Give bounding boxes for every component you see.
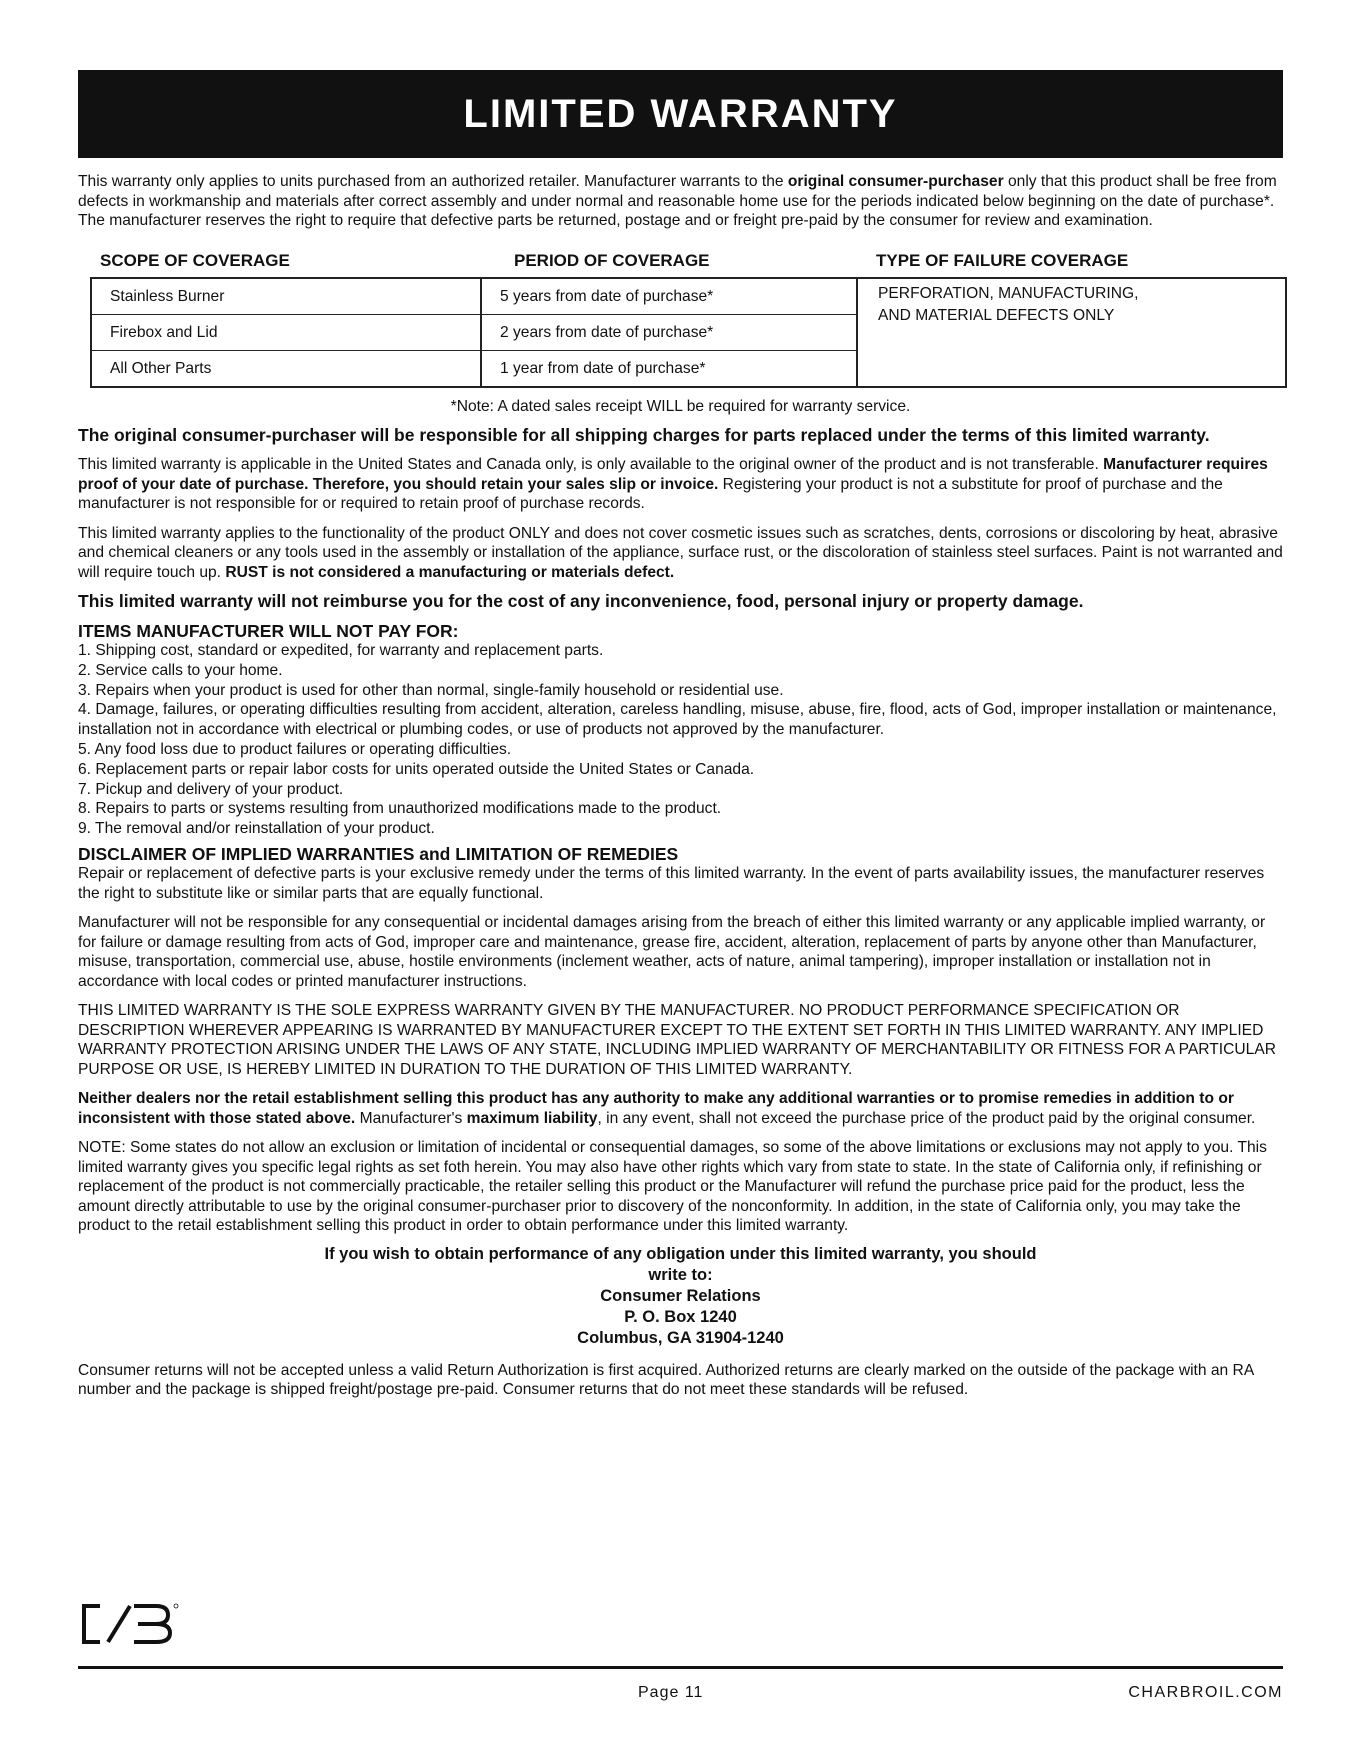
intro-paragraph (78, 172, 1283, 231)
scope-cell: Stainless Burner (92, 279, 480, 315)
logo-text: CB (78, 1600, 80, 1601)
scope-header: SCOPE OF COVERAGE (100, 250, 290, 270)
dealers-bold: Neither dealers nor the retail establishment selling this product has any authority to make any additional warranties or to promise remedies in addition to or inconsistent with those stated above. (78, 1090, 1234, 1127)
shipping-statement: The original consumer-purchaser will be responsible for all shipping charges for parts replaced under the terms of this limited warranty. (78, 424, 1210, 445)
period-cell: 2 years from date of purchase* (482, 315, 856, 351)
receipt-note: *Note: A dated sales receipt WILL be required for warranty service. (450, 397, 911, 415)
disclaimer-paragraph: Repair or replacement of defective parts is your exclusive remedy under the terms of this limited warranty. In the event of parts availability issues, the manufacturer reserves the right to substitute like or similar parts that are equally functional. (78, 865, 1265, 902)
contact-line: Consumer Relations (600, 1286, 761, 1305)
coverage-table (90, 277, 1287, 388)
functionality-paragraph (78, 524, 1283, 583)
dealers-bold-2: maximum liability (466, 1109, 598, 1127)
warranty-page (78, 70, 1283, 1400)
failure-line: PERFORATION, MANUFACTURING, (878, 284, 1139, 302)
contact-line: Columbus, GA 31904-1240 (577, 1328, 784, 1347)
list-item: 6. Replacement parts or repair labor costs for units operated outside the United States or Canada. (78, 760, 755, 778)
period-cell: 5 years from date of purchase* (482, 279, 856, 315)
disclaimer-paragraph: THIS LIMITED WARRANTY IS THE SOLE EXPRESS WARRANTY GIVEN BY THE MANUFACTURER. NO PRODUCT PERFORMANCE SPECIFICATION OR DESCRIPTION WHEREVER APPEARING IS WARRANTED BY MANUFACTURER EXCEPT TO THE EXTENT SET FORTH IN THIS LIMITED WARRANTY. ANY IMPLIED WARRANTY PROTECTION ARISING UNDER THE LAWS OF ANY STATE, INCLUDING IMPLIED WARRANTY OF MERCHANTABILITY OR FITNESS FOR A PARTICULAR PURPOSE OR USE, IS HEREBY LIMITED IN DURATION TO THE DURATION OF THIS LIMITED WARRANTY. (78, 1002, 1276, 1078)
returns-paragraph: Consumer returns will not be accepted unless a valid Return Authorization is first acquired. Authorized returns are clearly marked on the outside of the package with an RA number and the package is shipped freight/postage pre-paid. Consumer returns that do not meet these standards will be refused. (78, 1361, 1254, 1399)
intro-text: This warranty only applies to units purchased from an authorized retailer. Manufacturer warrants to the (78, 173, 788, 190)
failure-header: TYPE OF FAILURE COVERAGE (876, 250, 1129, 270)
list-item: 9. The removal and/or reinstallation of your product. (78, 820, 435, 838)
contact-line: If you wish to obtain performance of any obligation under this limited warranty, you should (324, 1244, 1037, 1263)
list-item: 5. Any food loss due to product failures or operating difficulties. (78, 740, 512, 758)
contact-block (78, 1244, 1283, 1349)
dealers-paragraph (78, 1089, 1283, 1128)
applicability-text: This limited warranty is applicable in the United States and Canada only, is only available to the original owner of the product and is not transferable. (78, 456, 1104, 473)
applicability-paragraph (78, 455, 1283, 514)
charbroil-logo (78, 1600, 198, 1650)
page-footer (78, 1600, 1283, 1701)
intro-text-2: only that this product shall be free from defects in workmanship and materials after correct assembly and under normal and reasonable home use for the periods indicated below beginning on the date of purchase*. The manufacturer reserves the right to require that defective parts be returned, postage and or freight pre-paid by the consumer for review and examination. (78, 173, 1277, 229)
intro-bold: original consumer-purchaser (787, 173, 1004, 190)
website-link: CHARBROIL.COM (1128, 1684, 1283, 1701)
items-heading: ITEMS MANUFACTURER WILL NOT PAY FOR: (78, 620, 459, 641)
list-item: 3. Repairs when your product is used for other than normal, single-family household or residential use. (78, 681, 784, 699)
coverage-headers (78, 251, 1283, 271)
disclaimer-heading: DISCLAIMER OF IMPLIED WARRANTIES and LIMITATION OF REMEDIES (78, 843, 679, 864)
list-item: 1. Shipping cost, standard or expedited, for warranty and replacement parts. (78, 642, 604, 659)
disclaimer-paragraph: Manufacturer will not be responsible for any consequential or incidental damages arising from the breach of either this limited warranty or any applicable implied warranty, or for failure or damage resulting from acts of God, improper care and maintenance, grease fire, accident, alteration, replacement of parts by anyone other than Manufacturer, misuse, transportation, commercial use, abuse, hostile environments (inclement weather, acts of nature, animal tampering), improper installation or installation not in accordance with local codes or printed manufacturer instructions. (78, 914, 1266, 990)
failure-line: AND MATERIAL DEFECTS ONLY (878, 306, 1115, 324)
applicability-bold: Manufacturer requires proof of your date of purchase. Therefore, you should retain your sales slip or invoice. (78, 456, 1268, 493)
period-column (482, 279, 858, 386)
dealers-text-2: , in any event, shall not exceed the purchase price of the product paid by the original consumer. (597, 1109, 1256, 1127)
contact-line: write to: (648, 1265, 713, 1284)
scope-cell: All Other Parts (110, 359, 212, 377)
contact-line: P. O. Box 1240 (624, 1307, 737, 1326)
failure-column (858, 279, 1285, 386)
dealers-text: Manufacturer's (355, 1109, 467, 1127)
list-item: 2. Service calls to your home. (78, 661, 283, 679)
items-list (78, 641, 1283, 839)
list-item: 7. Pickup and delivery of your product. (78, 780, 344, 798)
page-title: LIMITED WARRANTY (78, 70, 1283, 158)
list-item: 4. Damage, failures, or operating difficulties resulting from accident, alteration, careless handling, misuse, abuse, fire, flood, acts of God, improper installation or maintenance, installation not in accordance with electrical or plumbing codes, or use of products not approved by the manufacturer. (78, 701, 1277, 739)
functionality-bold: RUST is not considered a manufacturing or materials defect. (225, 563, 675, 581)
footer-rule (78, 1666, 1283, 1669)
states-note-paragraph: NOTE: Some states do not allow an exclusion or limitation of incidental or consequential damages, so some of the above limitations or exclusions may not apply to you. This limited warranty gives you specific legal rights as set foth herein. You may also have other rights which vary from state to state. In the state of California only, if refinishing or replacement of the product is not commercially practicable, the retailer selling this product or the Manufacturer will refund the purchase price paid for the product, less the amount directly attributable to use by the original consumer-purchaser prior to discovery of the nonconformity. In addition, in the state of California only, you may take the product to the retail establishment selling this product in order to obtain performance under this limited warranty. (78, 1139, 1267, 1235)
scope-cell: Firebox and Lid (92, 315, 480, 351)
list-item: 8. Repairs to parts or systems resulting from unauthorized modifications made to the product. (78, 800, 722, 818)
scope-column (92, 279, 482, 386)
applicability-text-2: Registering your product is not a substitute for proof of purchase and the manufacturer is not responsible for or required to retain proof of purchase records. (78, 475, 1223, 512)
reimburse-statement: This limited warranty will not reimburse you for the cost of any inconvenience, food, personal injury or property damage. (78, 591, 1084, 611)
page-number: Page 11 (638, 1684, 704, 1701)
period-cell: 1 year from date of purchase* (500, 359, 706, 377)
functionality-text: This limited warranty applies to the functionality of the product ONLY and does not cover cosmetic issues such as scratches, dents, corrosions or discoloring by heat, abrasive and chemical cleaners or any tools used in the assembly or installation of the appliance, surface rust, or the discoloration of stainless steel surfaces. Paint is not warranted and will require touch up. (78, 524, 1283, 581)
period-header: PERIOD OF COVERAGE (514, 250, 710, 270)
